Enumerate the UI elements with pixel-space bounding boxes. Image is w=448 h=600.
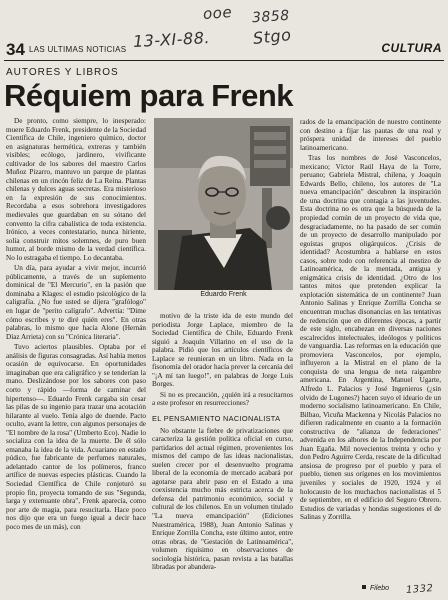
article-column-2 <box>152 312 293 572</box>
masthead <box>4 40 444 61</box>
paragraph: No obstante la fiebre de privatizaciones que caracteriza la gestión política oficial en curso, partidarios del actual régimen, provenientes los mismos del campo de las ideas nacionalistas, suelen crecer por el desenvuelto programa liberal de la economía de mercado acabará por agotarse para abrir paso en el Estado a una coexistencia mucho más estricta acerca de la defensa del patrimonio económico, social y cultural de los chilenos. En un volumen titulado "La nueva emancipación" (Ediciones Nuestramérica, 1988), Juan Antonio Salinas y Enrique Zorrilla Concha, este último autor, entre otras obras, de "Gestación de Latinoamérica", volumen riquísimo en observaciones de sociología histórica, pasan revista a las batallas libradas por abandera- <box>152 426 293 572</box>
newspaper-name: LAS ULTIMAS NOTICIAS <box>29 45 127 54</box>
handwritten-corner-number: 1332 <box>405 583 434 596</box>
section-subheading: EL PENSAMIENTO NACIONALISTA <box>152 414 281 424</box>
section-label: CULTURA <box>381 41 442 55</box>
author-byline <box>362 585 389 592</box>
portrait-illustration <box>154 118 293 290</box>
paragraph: Un día, para ayudar a vivir mejor, incurrió públicamente, a través de un suplemento dominical de "El Mercurio", en la pasión que dominaba a Klages: el estudio psicológico de la caligrafía. ¿No fue usted se dijera "grafólogo" en lugar de "perito calígrafo". Advertía: "Dime cómo escribes y te diré quién eres". En otras palabras, lo mismo que hacía Alone (Hernán Díaz Arrieta) con su "Crónica literaria". <box>6 264 146 341</box>
bullet-icon <box>362 585 366 589</box>
byline-name: Filebo <box>370 585 390 592</box>
paragraph: motivo de la triste ida de este mundo del periodista Jorge Laplace, miembro de la Sociedad Científica de Chile, Eduardo Frenk siguió a Joaquín Villarino en el uso de la palabra. Pidió que los artículos científicos de Laplace se reunieran en un libro. Nada en la fisonomía del orador hacía prever la cercanía del "¡A mí tan luego!", en palabras de Jorge Luis Borges. <box>152 312 293 389</box>
handwritten-date: 13-XI-88. <box>132 27 211 52</box>
portrait-photo <box>154 118 293 290</box>
article-headline: Réquiem para Frenk <box>4 78 294 113</box>
article-kicker: AUTORES Y LIBROS <box>6 67 119 78</box>
handwritten-mark: ooe <box>202 3 233 23</box>
handwritten-number: 3858 <box>251 7 291 27</box>
paragraph: Si no es precaución, ¿quién irá a resucitarnos a este profesor en resurrecciones? <box>152 390 293 408</box>
photo-caption: Eduardo Frenk <box>200 291 247 298</box>
handwritten-place: Stgo <box>252 25 293 48</box>
article-column-3 <box>300 118 441 522</box>
paragraph: Tuvo aciertos plausibles. Optaba por el análisis de figuras consagradas. Así había menos ocasión de equivocarse. En oportunidades imaginaban que era caligráfico y se tenderían la mano. Deslizándose por los sabores con paso corto y rápido —forma de caminar del hipertenso—. Eduardo Frenk cargaba sin cesar las pilas de su ingenio para trazar una acotación hilarante al vuelo. Tenía algo de duende. Pacto oculto, avant la lettre, con algunos personajes de "El nombre de la rosa" (Umberto Eco). Nadie lo socializa con la idea de la muerte. De él sólo emanaba la idea de la vida. Acuariano en estado púdico, fue fabricante de perfumes naturales, adelantado cantor de los polímeros, franco artífice de nuevas especies plásticas. Cuando la Sociedad Científica de Chile conjeturó su propio fin, proyecta tomando de sus "Segunda, larga y extenuante obra", Frenk aparecía, como por arte de magia, para resucitarla. Hace poco nos dijo que era un fuego igual a decir hace poco mes de un más), con <box>6 343 146 531</box>
paragraph: rados de la emancipación de nuestro continente con destino a fijar las pautas de una real y próspera unidad de intereses del pueblo latinoamericano. <box>300 118 441 152</box>
paragraph: Tras los nombres de José Vasconcelos, mexicano; Víctor Raúl Haya de la Torre, peruano; Gabriela Mistral, chilena, y Joaquín Edwards Bello, chileno, los autores de "La nueva emancipación" descubren la inspiración de una doctrina que contagia a las juventudes. Esta doctrina no es otra que la búsqueda de la propiedad común de un proyecto de vida que, desgraciadamente, no ha pasado de ser común de un proyecto de desarrollo manipulado por egoístas grupos oligárquicos. ¿Crisis de identidad? Acostumbra a hablarse en estos casos, sobre todo con referencia al mestizo de Latinoamérica, de la mentada, antigua y enigmática crisis de identidad. ¿Otro de los tantos mitos que pretenden explicar la explotación sistemática de un continente? Juan Antonio Salinas y Enrique Zorrilla Concha se encuentran muchas disonancias en las tentativas de redención que en diferentes épocas, a partir de este siglo, encabezan en diversas naciones escalrecidos intelectuales, ideólogos y políticos de vanguardia. Las reformas en la educación que promoviera Vasconcelos, por ejemplo, influyeron a la Mistral en el plano de la conquista de una lengua de neta raigambre americana. En Argentina, Manuel Ugarte, Alfredo L. Palacios y José Ingenieros (¿sin olvido de Lugones?) hacen suyo el ideario de un moderno socialismo latinoamericano. En Chile, Bilbao, Vicuña Mackenna y Nicolás Palacios no difieren radicalmente en cuanto a la formación constructiva de "alianza de federaciones" advenida en los albores de la Independencia por Juan Egaña. Mil novecientos treinta y ocho y don Pedro Aguirre Cerda, rescate de la dificultad ansiosa de progreso por el pueblo y para el pueblo, tienen sus orígenes en los movimientos juveniles y sociales de 1920, 1924 y el holocausto de los muchachos nacionalistas el 5 de septiembre, en el edificio del Seguro Obrero. Estudios de variadas y hondas sugestiones el de Salinas y Zorrilla. <box>300 154 441 522</box>
page-number: 34 <box>6 40 25 59</box>
paragraph: De pronto, como siempre, lo inesperado: muere Eduardo Frenk, presidente de la Sociedad Científica de Chile, ingeniero químico, doctor en asignaturas hermética, extreras y también visibles; ecólogo, jardinero, vivificante cultivador de los sabores del maestro Carlos Muñoz Pizarro, mantuvo un parque de plantas chilenas en un rincón feliz de La Reina. Plantas chilenas y dulces aguas secretas. Era misterioso en la expresión de sus conocimientos. Recordaba a esos sobrehora investigadores medievales que guardaban en su sótano del convento la cifra cabalística de toda existencia. Irónico, a veces contestatario, nunca hiriente, solía construir mitos solemnes, de puro buen humor, al borde mismo de la verdad científica. No lo estragaba el tiempo. Lo decantaba. <box>6 117 146 262</box>
article-column-1 <box>6 117 146 531</box>
